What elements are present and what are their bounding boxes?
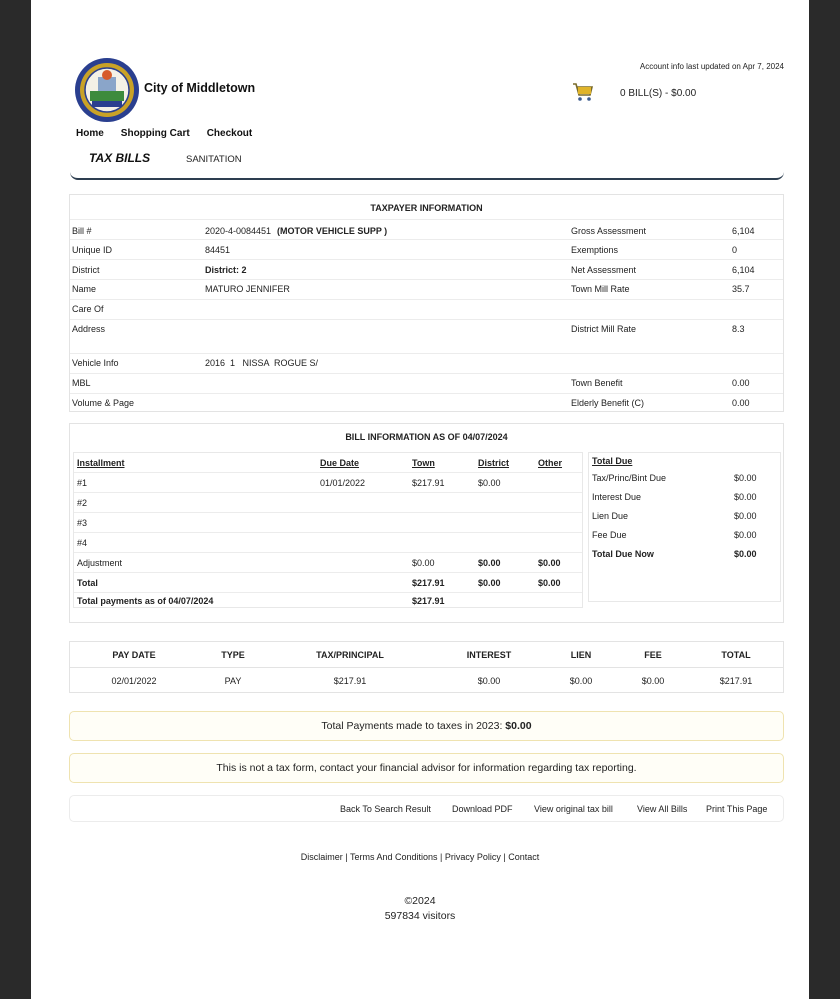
back-to-search-link[interactable]: Back To Search Result: [340, 804, 431, 814]
value-bill-number: 2020-4-0084451: [205, 226, 272, 236]
shopping-cart-icon[interactable]: [572, 82, 594, 102]
pay-date-cell: 02/01/2022: [111, 676, 157, 686]
installment-header-row: [74, 453, 582, 473]
town-cell: $0.00: [412, 558, 435, 568]
due-label: Lien Due: [592, 511, 629, 521]
city-name: City of Middletown: [144, 81, 256, 95]
footer-separator: |: [342, 852, 350, 862]
header-lien: LIEN: [570, 650, 592, 660]
label-exemptions: Exemptions: [571, 245, 619, 255]
installment-cell: #3: [77, 518, 88, 528]
label-net-assessment: Net Assessment: [571, 265, 637, 275]
value-town-benefit: 0.00: [732, 378, 750, 388]
due-label: Fee Due: [592, 530, 627, 540]
footer-separator: |: [500, 852, 509, 862]
account-updated-text: Account info last updated on Apr 7, 2024: [639, 62, 784, 71]
payment-header-row: [70, 642, 783, 668]
table-row: [74, 513, 582, 533]
header-installment: Installment: [77, 458, 125, 468]
district-cell: $0.00: [478, 558, 501, 568]
fee-cell: $0.00: [641, 676, 665, 686]
label-name: Name: [72, 284, 97, 294]
header-fee: FEE: [644, 650, 662, 660]
due-value: $0.00: [734, 511, 757, 521]
main-nav: [76, 128, 269, 139]
lien-cell: $0.00: [569, 676, 593, 686]
footer-terms-link[interactable]: Terms And Conditions: [349, 852, 438, 862]
installment-cell: #4: [77, 538, 88, 548]
taxpayer-row-address: [70, 319, 783, 353]
header-type: TYPE: [221, 650, 245, 660]
total-cell: $217.91: [719, 676, 753, 686]
cart-summary[interactable]: 0 BILL(S) - $0.00: [620, 88, 697, 99]
label-district-mill-rate: District Mill Rate: [571, 324, 637, 334]
table-row: [74, 533, 582, 553]
installment-table: [73, 452, 583, 608]
value-vehicle-info: 2016 1 NISSA ROGUE S/: [205, 358, 319, 368]
download-pdf-link[interactable]: Download PDF: [452, 804, 513, 814]
label-unique-id: Unique ID: [72, 245, 113, 255]
view-all-bills-link[interactable]: View All Bills: [637, 804, 688, 814]
total-due-table: [588, 452, 781, 602]
header-divider: [70, 172, 784, 180]
taxpayer-info-title: TAXPAYER INFORMATION: [370, 203, 483, 213]
value-exemptions: 0: [732, 245, 738, 255]
installment-cell: #1: [77, 478, 88, 488]
due-date-cell: 01/01/2022: [320, 478, 366, 488]
value-district-mill-rate: 8.3: [732, 324, 745, 334]
table-row: [74, 493, 582, 513]
value-unique-id: 84451: [205, 245, 231, 255]
visitor-counter: 597834 visitors: [384, 910, 456, 922]
label-town-mill-rate: Town Mill Rate: [571, 284, 630, 294]
due-value: $0.00: [734, 530, 757, 540]
installment-cell: Total: [77, 578, 98, 588]
installment-cell: Total payments as of 04/07/2024: [77, 596, 214, 606]
label-address: Address: [72, 324, 106, 334]
header-district: District: [478, 458, 510, 468]
value-gross-assessment: 6,104: [732, 226, 755, 236]
header-pay-date: PAY DATE: [112, 650, 156, 660]
table-row: [70, 668, 783, 694]
footer-contact-link[interactable]: Contact: [508, 852, 540, 862]
town-cell: $217.91: [412, 578, 445, 588]
taxpayer-row-volume: [70, 393, 783, 412]
city-seal-logo: [74, 57, 140, 123]
footer-disclaimer-link[interactable]: Disclaimer: [300, 852, 343, 862]
installment-cell: #2: [77, 498, 88, 508]
due-label: Interest Due: [592, 492, 642, 502]
due-value: $0.00: [734, 473, 757, 483]
tax-principal-cell: $217.91: [333, 676, 367, 686]
header-total: TOTAL: [721, 650, 751, 660]
label-town-benefit: Town Benefit: [571, 378, 623, 388]
header-interest: INTEREST: [466, 650, 512, 660]
other-cell: $0.00: [538, 558, 561, 568]
taxpayer-row-district: [70, 259, 783, 279]
taxpayer-row-name: [70, 279, 783, 299]
tax-form-disclaimer: This is not a tax form, contact your financial advisor for information regarding tax reporting.: [69, 753, 784, 783]
header-tax-principal: TAX/PRINCIPAL: [316, 650, 384, 660]
total-payments-notice: [69, 711, 784, 741]
action-bar: [69, 795, 784, 822]
header-town: Town: [412, 458, 435, 468]
value-net-assessment: 6,104: [732, 265, 755, 275]
total-payments-label: Total Payments made to taxes in 2023:: [321, 720, 503, 732]
table-row: [74, 593, 582, 609]
header-due-date: Due Date: [320, 458, 360, 468]
value-district: District: 2: [205, 265, 247, 275]
total-payments-value: $0.00: [505, 720, 532, 732]
district-cell: $0.00: [478, 478, 501, 488]
label-mbl: MBL: [72, 378, 91, 388]
type-cell: PAY: [224, 676, 242, 686]
table-row: [74, 553, 582, 573]
value-town-mill-rate: 35.7: [732, 284, 750, 294]
value-bill-type: (MOTOR VEHICLE SUPP ): [277, 226, 388, 236]
copyright-text: ©2024: [404, 895, 436, 907]
interest-cell: $0.00: [477, 676, 501, 686]
label-care-of: Care Of: [72, 304, 104, 314]
taxpayer-row-unique-id: [70, 239, 783, 259]
header-other: Other: [538, 458, 563, 468]
value-elderly-benefit: 0.00: [732, 398, 750, 408]
town-cell: $217.91: [412, 478, 445, 488]
due-value: $0.00: [734, 492, 757, 502]
table-row: [74, 473, 582, 493]
view-original-bill-link[interactable]: View original tax bill: [534, 804, 613, 814]
page: [31, 0, 809, 999]
label-volume-page: Volume & Page: [72, 398, 135, 408]
footer-links: [31, 852, 809, 862]
payment-history-table: [69, 641, 784, 693]
label-bill-number: Bill #: [72, 226, 92, 236]
due-label: Tax/Princ/Bint Due: [592, 473, 667, 483]
bill-info-panel: [69, 423, 784, 623]
due-value: $0.00: [734, 549, 757, 559]
table-row: [74, 573, 582, 593]
tab-tax-bills[interactable]: TAX BILLS: [89, 151, 151, 165]
bill-info-title: BILL INFORMATION AS OF 04/07/2024: [345, 432, 508, 442]
value-name: MATURO JENNIFER: [205, 284, 290, 294]
taxpayer-row-vehicle: [70, 353, 783, 373]
nav-shopping-cart-link[interactable]: Shopping Cart: [120, 128, 190, 139]
footer-privacy-link[interactable]: Privacy Policy: [444, 852, 501, 862]
taxpayer-info-panel: [69, 194, 784, 412]
due-label: Total Due Now: [592, 549, 654, 559]
installment-cell: Adjustment: [77, 558, 123, 568]
taxpayer-row-bill: [70, 219, 783, 239]
town-cell: $217.91: [412, 596, 445, 606]
taxpayer-row-care-of: [70, 299, 783, 319]
label-vehicle-info: Vehicle Info: [72, 358, 119, 368]
label-gross-assessment: Gross Assessment: [571, 226, 647, 236]
tab-sanitation[interactable]: SANITATION: [186, 154, 242, 165]
other-cell: $0.00: [538, 578, 561, 588]
total-due-title: Total Due: [592, 456, 633, 466]
taxpayer-row-mbl: [70, 373, 783, 393]
district-cell: $0.00: [478, 578, 501, 588]
nav-checkout-link[interactable]: Checkout: [206, 128, 253, 139]
nav-home-link[interactable]: Home: [76, 128, 104, 139]
label-district: District: [72, 265, 100, 275]
print-page-link[interactable]: Print This Page: [706, 804, 768, 814]
footer-separator: |: [437, 852, 445, 862]
label-elderly-benefit: Elderly Benefit (C): [571, 398, 645, 408]
